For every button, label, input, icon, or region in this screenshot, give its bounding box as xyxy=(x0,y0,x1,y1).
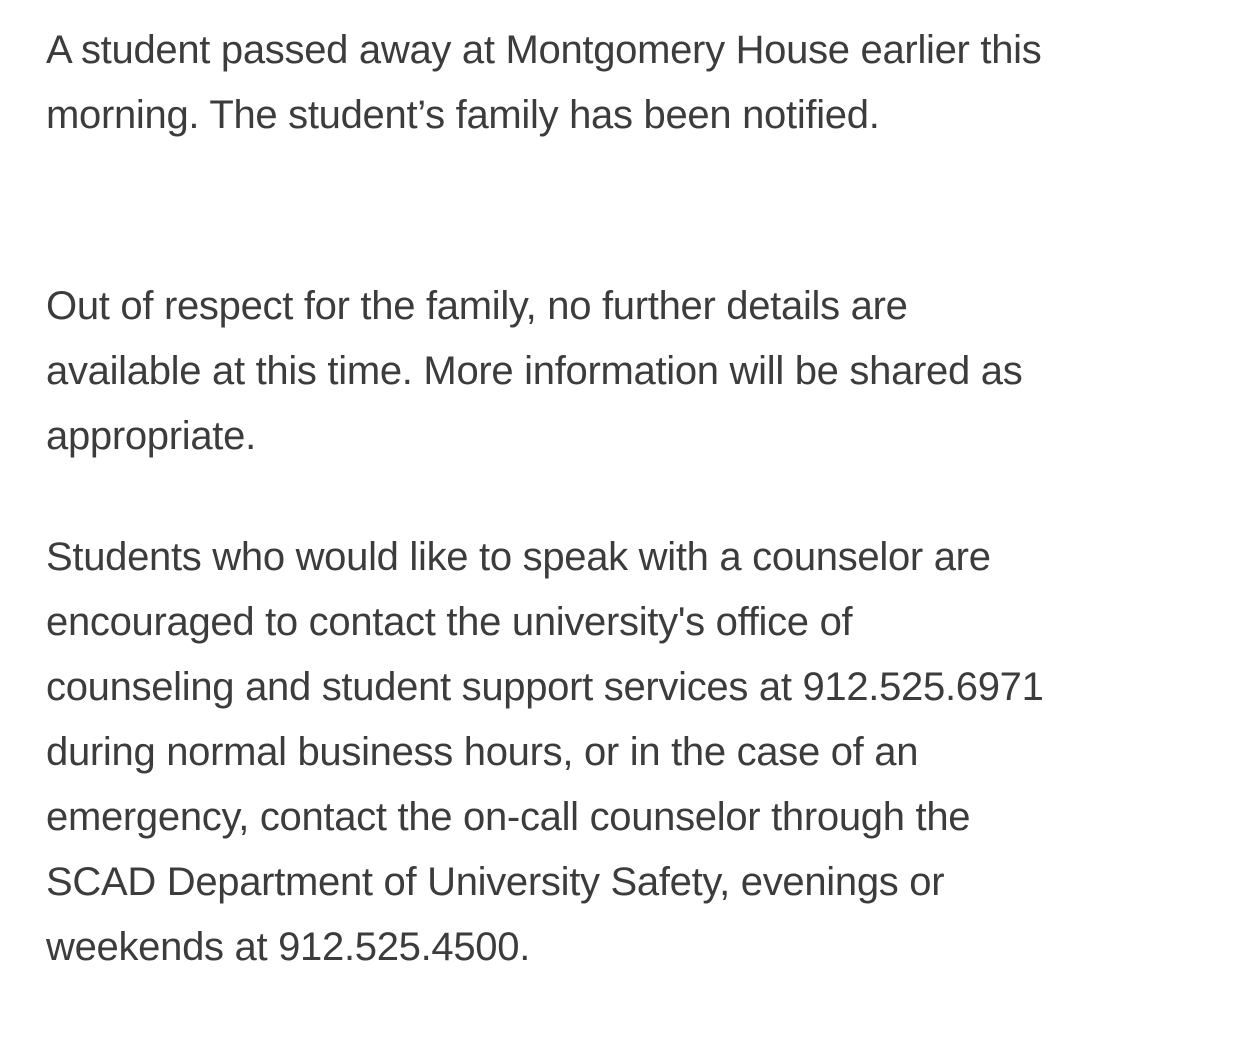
paragraph-counseling-info xyxy=(46,525,1192,980)
text-line: emergency, contact the on-call counselor through the xyxy=(46,795,971,839)
text-line: A student passed away at Montgomery House earlier this xyxy=(46,28,1042,72)
text-line: counseling and student support services at 912.525.6971 xyxy=(46,665,1044,709)
paragraph-notification xyxy=(46,18,1192,148)
text-line: appropriate. xyxy=(46,414,256,458)
text-line: encouraged to contact the university's office of xyxy=(46,600,853,644)
text-line: Out of respect for the family, no further details are xyxy=(46,284,908,328)
text-line: Students who would like to speak with a counselor are xyxy=(46,535,991,579)
text-line: SCAD Department of University Safety, evenings or xyxy=(46,860,945,904)
text-line: morning. The student’s family has been notified. xyxy=(46,93,880,137)
paragraph-details xyxy=(46,274,1192,469)
text-line: available at this time. More information will be shared as xyxy=(46,349,1023,393)
text-line: weekends at 912.525.4500. xyxy=(46,925,531,969)
text-line: during normal business hours, or in the case of an xyxy=(46,730,919,774)
